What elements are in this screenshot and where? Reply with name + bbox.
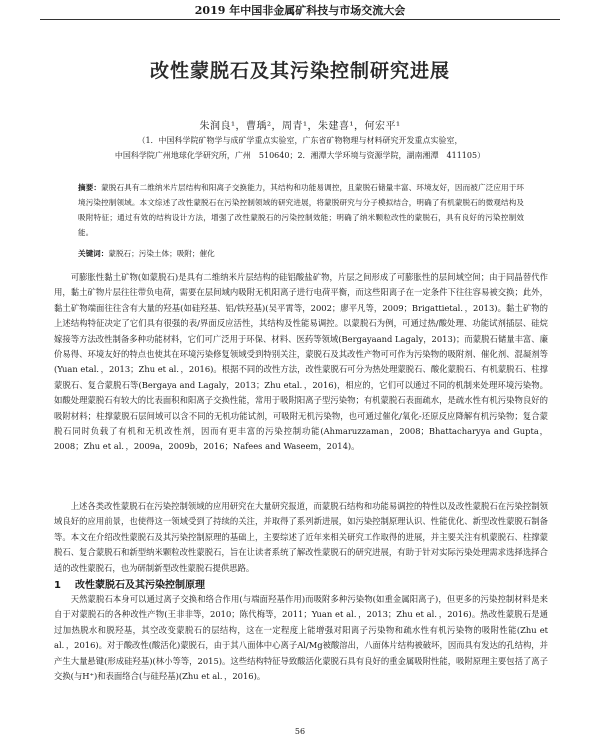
keywords: [78, 246, 524, 261]
page-number: 56: [294, 727, 306, 736]
section-heading: [54, 576, 205, 591]
body-paragraph-2: 上述各类改性蒙脱石在污染控制领域的应用研究在大量研究报道，而蒙脱石结构和功能易调控的特性以及改性蒙脱石在污染控制领域良好的应用前景，也使得这一领域受到了持续的关注，并取得了系列新进展，如污染控制原理认识、性能优化、新型改性蒙脱石制备等。本文在介绍改性蒙脱石及其污染控制原理的基础上，主要综述了近年来相关研究工作取得的进展，并主要关注有机蒙脱石、柱撑蒙脱石、复合蒙脱石和新型纳米颗粒改性蒙脱石，旨在让读者系统了解改性蒙脱石的研究进展，有助于针对实际污染处理需求选择选择合适的改性蒙脱石，也为研制新型改性蒙脱石提供思路。: [54, 501, 548, 573]
abstract-text: 蒙脱石具有二维纳米片层结构和阳离子交换能力，其结构和功能易调控，且蒙脱石储量丰富、环境友好，因而被广泛应用于环境污染控制领域。本文综述了改性蒙脱石在污染控制领域的研究进展，将蒙脱研究与分子模拟结合，明确了有机蒙脱石的微观结构及吸附特征；通过有效的结构设计方法，增强了改性蒙脱石的污染控制效能；明确了纳米颗粒改性的蒙脱石，具有良好的污染控制效能。: [78, 183, 524, 237]
author-list: 朱润良¹，曹瑀²，周青¹，朱建喜¹，何宏平¹: [199, 121, 401, 132]
keywords-label: 关键词：: [78, 249, 109, 258]
section-title: 改性蒙脱石及其污染控制原理: [74, 580, 205, 591]
body-paragraph-1: 可膨胀性黏土矿物(如蒙脱石)是具有二维纳米片层结构的硅铝酸盐矿物，片层之间形成了可膨胀性的层间域空间；由于同晶替代作用，黏土矿物片层往往带负电荷，需要在层间域内吸附无机阳离子进行电荷平衡，而这些阳离子在一定条件下往往容易被交换；此外，黏土矿物端面往往含有大量的羟基(如硅羟基、铝/铁羟基)(吴平霄等，2002；廖平凡等，2009；Brigattietal．，2013)。黏土矿物的上述结构特征决定了它们具有很强的表/界面反应活性，其结构及性能易调控。以蒙脱石为例，可通过热/酸处理、功能试剂插层、硅烷嫁接等方法改性制备多种功能材料，它们可广泛用于环保、材料、医药等领域(Bergayaand Lagaly，2013)；而蒙脱石储量丰富、廉价易得、环境友好的特点也使其在环境污染修复领域受到特别关注，蒙脱石及其改性产物可可作为污染物的吸附剂、催化剂、混凝剂等(Yuan etal．，2013；Zhu et al．，2016)。根据不同的改性方法，改性蒙脱石可分为热处理蒙脱石、酸化蒙脱石、有机蒙脱石、柱撑蒙脱石、复合蒙脱石等(Bergaya and Lagaly，2013；Zhu etal．，2016)，相应的，它们可以通过不同的机制来处理环境污染物。如酸处理蒙脱石有较大的比表面积和阳离子交换性能，常用于吸附阳离子型污染物；有机蒙脱石表面疏水，是疏水性有机污染物良好的吸附材料；柱撑蒙脱石层间域可以含不同的无机功能试剂，可吸附无机污染物，也可通过催化/氧化-还原反应降解有机污染物；复合蒙脱石同时负载了有机和无机改性剂，因而有更丰富的污染控制功能(Ahmaruzzaman，2008；Bhattacharyya and Gupta，2008；Zhu et al．，2009a，2009b，2016；Nafees and Waseem，2014)。: [54, 272, 548, 452]
abstract-label: 摘要：: [78, 183, 102, 192]
abstract: [78, 180, 524, 240]
keywords-text: 蒙脱石；污染土体；吸附；催化: [108, 249, 215, 258]
affiliation-line-1: （1．中国科学院矿物学与成矿学重点实验室，广东省矿物物理与材料研究开发重点实验室，: [137, 136, 463, 145]
header-rule: [40, 19, 560, 20]
running-header: 2019 年中国非金属矿科技与市场交流大会: [194, 4, 406, 17]
paper-title: 改性蒙脱石及其污染控制研究进展: [149, 60, 450, 82]
body-paragraph-3: 天然蒙脱石本身可以通过离子交换和络合作用(与端面羟基作用)而吸附多种污染物(如重金属阳离子)，但更多的污染控制材料是来自于对蒙脱石的各种改性产物(王非非等，2010；陈代梅等，2011；Yuan et al．，2013；Zhu et al．，2016)。热改性蒙脱石是通过加热脱水和脱羟基，其空改变蒙脱石的层结构，这在一定程度上能增强对阳离子污染物和疏水性有机污染物的吸附性能(Zhu et al．，2016)。对于酸改性(酸活化)蒙脱石，由于其八面体中心离子Al/Mg被酸溶出，八面体片结构被破坏，因而具有发达的孔结构，并产生大量悬键(形成硅羟基)(林小等等，2015)。这些结构特征导致酸活化蒙脱石具有良好的重金属吸附性能，吸附原理主要包括了离子交换(与H⁺)和表面络合(与硅羟基)(Zhu et al．，2016)。: [54, 594, 548, 682]
section-number: 1: [54, 580, 61, 591]
affiliation-line-2: 中国科学院广州地球化学研究所，广州 510640；2．湘潭大学环境与资源学院，湖南湘潭 411105）: [114, 151, 486, 160]
